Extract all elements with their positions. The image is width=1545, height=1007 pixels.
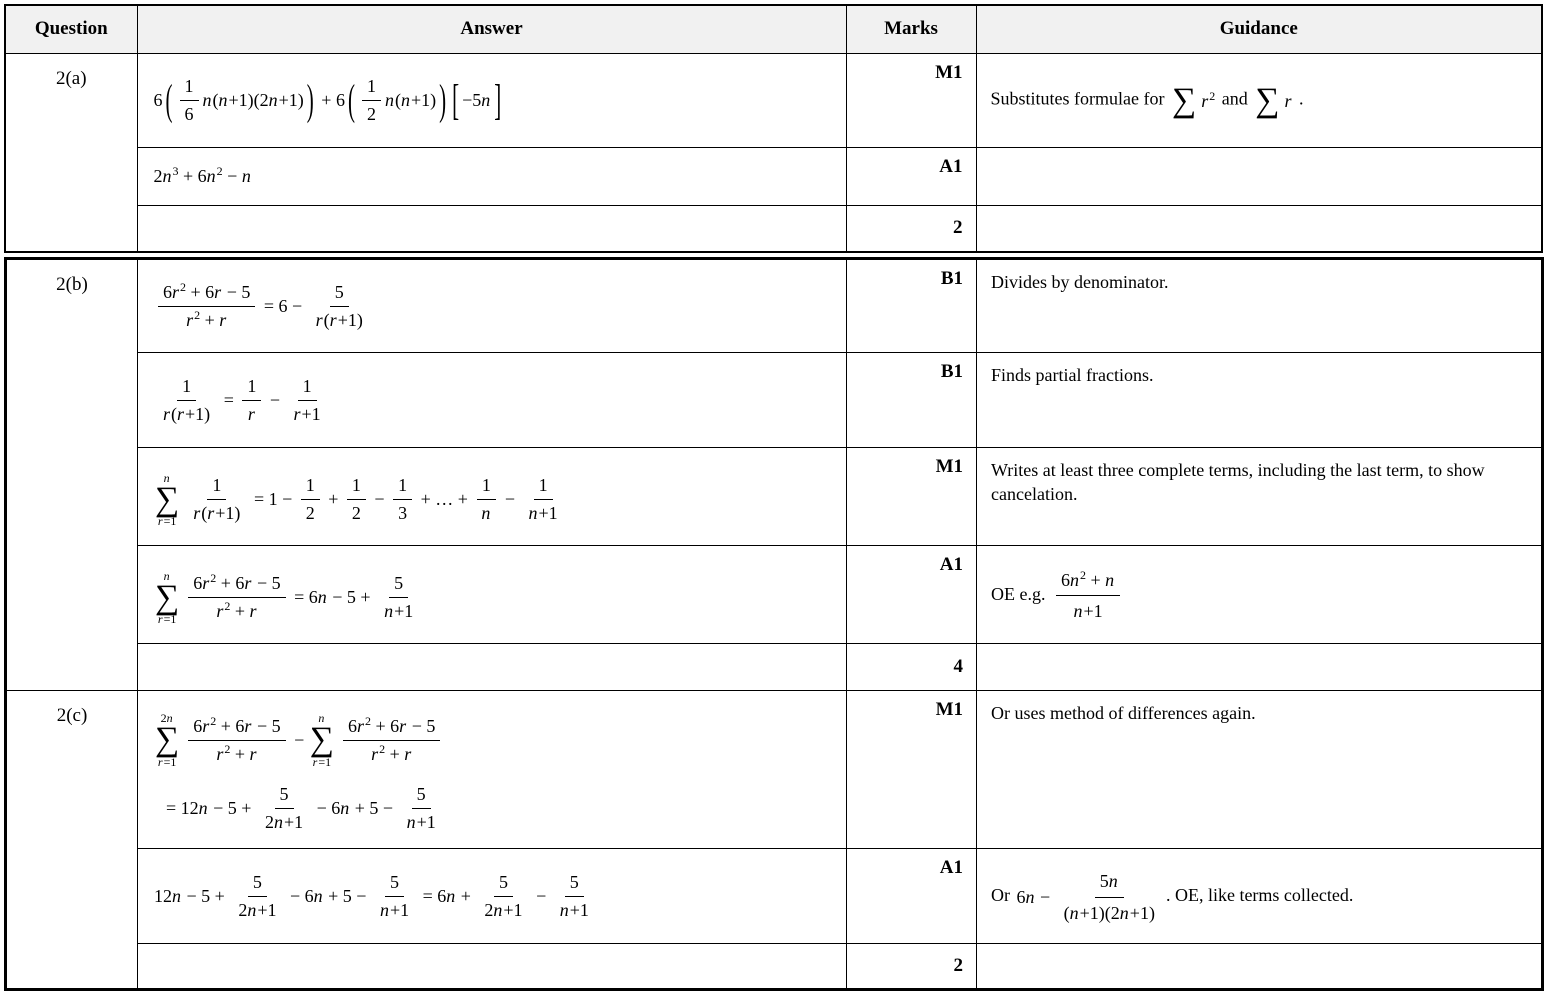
mark-label: M1 — [847, 448, 977, 546]
question-cell — [6, 259, 138, 691]
answer-formula: n ∑ r=1 $\frac{6r^2 + 6r - 5}{r^2 + r}$ = 6n − 5 + $\frac{5}{n+1}$ — [155, 568, 414, 627]
mark-row — [6, 353, 1543, 448]
column-header-marks: Marks — [846, 5, 976, 53]
guidance-cell — [976, 205, 1542, 252]
mark-scheme-table-top — [4, 4, 1543, 253]
mark-label: M1 — [847, 691, 977, 849]
section-2a-body — [5, 53, 1542, 252]
guidance-formula: ∑ r — [1255, 82, 1292, 120]
question-label: 2(a) — [55, 67, 87, 89]
guidance-cell: OE e.g. $\frac{6n^2 + n}{n+1}$ — [977, 546, 1543, 644]
total-row — [6, 644, 1543, 691]
guidance-cell — [977, 644, 1543, 691]
marks-total: 2 — [846, 205, 976, 252]
guidance-cell: Or 6n − $\frac{5n}{(n+1)(2n+1)}$ . OE, like terms collected. — [977, 849, 1543, 944]
mark-label: B1 — [847, 353, 977, 448]
answer-cell — [138, 849, 847, 944]
answer-formula: $\frac{6r^2 + 6r - 5}{r^2 + r}$ = 6 − $\frac{5}{r(r+1)}$ — [154, 282, 836, 331]
guidance-cell: Or uses method of differences again. — [977, 691, 1543, 849]
mark-label: A1 — [847, 546, 977, 644]
answer-formula: $2n^3 + 6n^2 - n$ — [153, 163, 251, 186]
column-header-answer: Answer — [137, 5, 846, 53]
guidance-cell — [976, 147, 1542, 205]
mark-label: A1 — [846, 147, 976, 205]
mark-label: M1 — [846, 53, 976, 147]
table-header — [5, 5, 1542, 53]
answer-cell — [138, 546, 847, 644]
column-header-guidance: Guidance — [976, 5, 1542, 53]
mark-row — [6, 691, 1543, 849]
guidance-formula: 6n − $\frac{5n}{(n+1)(2n+1)}$ — [1016, 871, 1155, 923]
answer-formula: 12n − 5 + $\frac{5}{2n+1}$ − 6n + 5 − $\frac{5}{n+1}$ = 6n + $\frac{5}{2n+1}$ − $\frac{5}{n+1}$ — [154, 871, 589, 920]
guidance-cell: Divides by denominator. — [977, 259, 1543, 353]
answer-formula: n ∑ r=1 $\frac{1}{r(r+1)}$ = 1 − $\frac{1}{2}$ + $\frac{1}{2}$ − $\frac{1}{3}$ + … + $\frac{1}{n}$ − $\frac{1}{n+1}$ — [155, 470, 558, 529]
answer-cell — [138, 944, 847, 990]
header-row — [5, 5, 1542, 53]
answer-cell — [137, 147, 846, 205]
question-cell — [5, 53, 137, 252]
mark-row — [6, 448, 1543, 546]
answer-formula: 6 ( $\frac{1}{6}$ n(n+1)(2n+1) ) + 6 ( $\frac{1}{2}$ n(n+1) ) [ −5n ] — [153, 74, 502, 124]
answer-cell — [138, 353, 847, 448]
column-header-question: Question — [5, 5, 137, 53]
mark-row — [6, 259, 1543, 353]
answer-formula: 2n ∑ r=1 $\frac{6r^2 + 6r - 5}{r^2 + r}$ − n ∑ r=1 $\frac{6r^2 + 6r - 5}{r^2 + r}$ — [154, 706, 836, 767]
answer-cell — [138, 644, 847, 691]
mark-label: B1 — [847, 259, 977, 353]
guidance-formula: ∑ $r^2$ — [1171, 82, 1216, 120]
guidance-cell: Substitutes formulae for ∑ $r^2$ and ∑ r . — [976, 53, 1542, 147]
mark-row — [6, 546, 1543, 644]
question-cell — [6, 691, 138, 990]
mark-row — [5, 147, 1542, 205]
total-row — [5, 205, 1542, 252]
guidance-cell: Finds partial fractions. — [977, 353, 1543, 448]
sections-2b-2c-body — [6, 259, 1543, 990]
answer-formula: $\frac{1}{r(r+1)}$ = $\frac{1}{r}$ − $\frac{1}{r+1}$ — [163, 375, 321, 424]
mark-row — [6, 849, 1543, 944]
answer-formula: = 12n − 5 + $\frac{5}{2n+1}$ − 6n + 5 − $\frac{5}{n+1}$ — [166, 783, 436, 832]
marks-total: 2 — [847, 944, 977, 990]
marks-total: 4 — [847, 644, 977, 691]
mark-label: A1 — [847, 849, 977, 944]
mark-scheme-table-bottom — [4, 257, 1544, 991]
answer-cell — [138, 448, 847, 546]
answer-cell — [137, 205, 846, 252]
answer-cell — [137, 53, 846, 147]
mark-row — [5, 53, 1542, 147]
answer-cell — [138, 691, 847, 849]
question-label: 2(b) — [56, 274, 88, 295]
guidance-cell: Writes at least three complete terms, including the last term, to show cancelation. — [977, 448, 1543, 546]
question-label: 2(c) — [56, 705, 88, 726]
answer-cell — [138, 259, 847, 353]
total-row — [6, 944, 1543, 990]
guidance-cell — [977, 944, 1543, 990]
guidance-formula: $\frac{6n^2 + n}{n+1}$ — [1052, 568, 1124, 624]
